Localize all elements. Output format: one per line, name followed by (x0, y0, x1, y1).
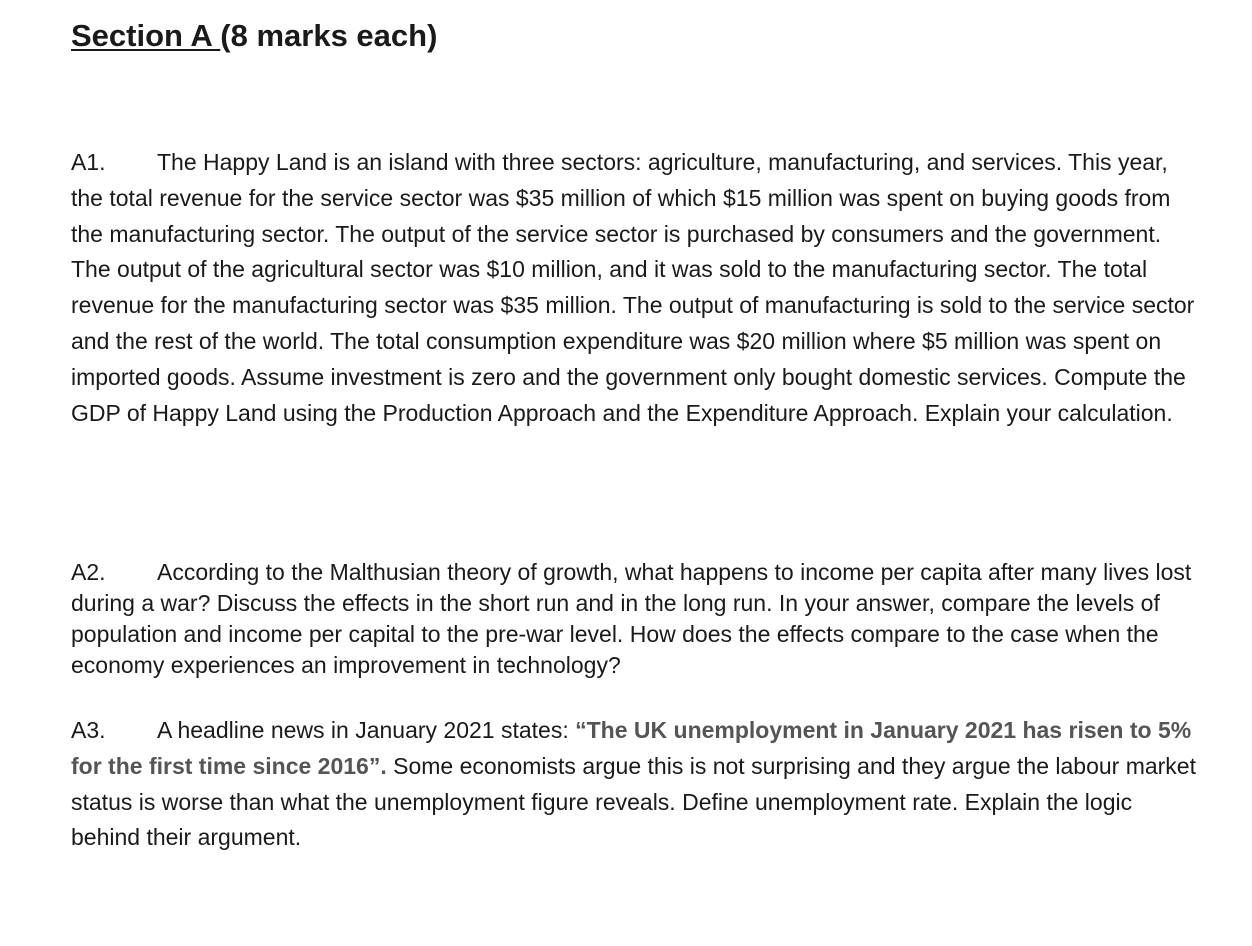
section-title (71, 14, 437, 58)
question-number: A1. (71, 149, 106, 175)
question-number: A3. (71, 717, 106, 743)
question-text-rest: Some economists argue this is not surprising and they argue the labour market status is worse than what the unemployment figure reveals. Define unemployment rate. Explain the logic behind their argument. (71, 752, 1196, 851)
news-headline-quote: “The UK unemployment in January 2021 has risen to 5% for the first time since 2016”. (71, 717, 1192, 779)
question-text: According to the Malthusian theory of growth, what happens to income per capita after many lives lost during a war? Discuss the effects in the short run and in the long run. In your answer, compare the levels of population and income per capital to the pre-war level. How does the effects compare to the case when the economy experiences an improvement in technology? (71, 559, 1192, 678)
question-text-intro: A headline news in January 2021 states: (157, 717, 576, 743)
question-number: A2. (71, 559, 106, 585)
question-a1 (71, 145, 1196, 431)
section-title-underlined: Section A (71, 18, 221, 53)
question-a2 (71, 557, 1196, 681)
question-a3 (71, 713, 1196, 856)
section-title-marks: (8 marks each) (220, 18, 438, 53)
question-text: The Happy Land is an island with three sectors: agriculture, manufacturing, and services. This year, the total revenue for the service sector was $35 million of which $15 million was spent on buying goods from the manufacturing sector. The output of the service sector is purchased by consumers and the government. The output of the agricultural sector was $10 million, and it was sold to the manufacturing sector. The total revenue for the manufacturing sector was $35 million. The output of manufacturing is sold to the service sector and the rest of the world. The total consumption expenditure was $20 million where $5 million was spent on imported goods. Assume investment is zero and the government only bought domestic services. Compute the GDP of Happy Land using the Production Approach and the Expenditure Approach. Explain your calculation. (71, 149, 1195, 426)
